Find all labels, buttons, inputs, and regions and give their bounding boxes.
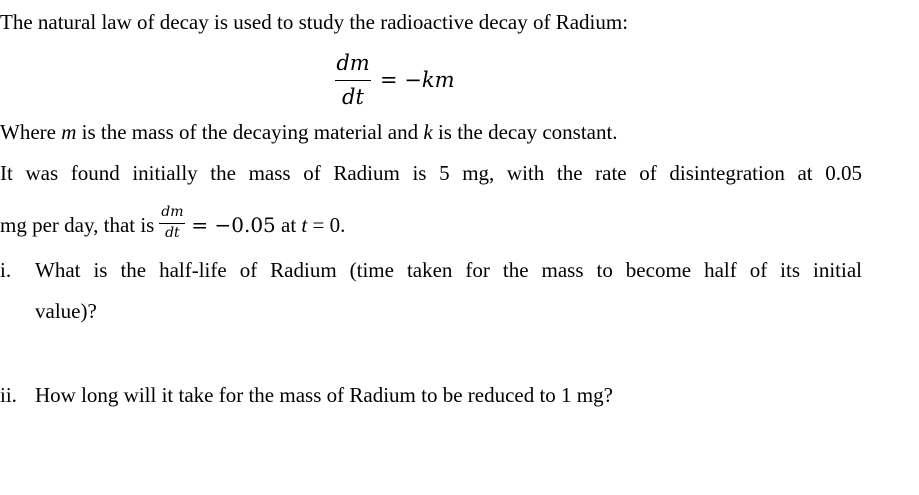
rate-at-text: at (275, 213, 302, 237)
where-text-3: is the decay constant. (432, 120, 618, 144)
question-ii-marker: ii. (0, 383, 17, 407)
variable-k: k (423, 120, 433, 144)
inline-derivative-fraction (157, 204, 187, 242)
rate-paragraph (0, 204, 346, 242)
initial-condition-paragraph: It was found initially the mass of Radium is 5 mg, with the rate of disintegration at 0.05 (0, 161, 862, 185)
rate-condition: = 0. (307, 213, 346, 237)
fraction-denominator: dt (342, 85, 364, 109)
fraction-numerator: dm (336, 51, 370, 75)
derivative-fraction (334, 50, 372, 112)
variable-m: m (61, 120, 77, 144)
rate-text: mg per day, that is (0, 213, 155, 237)
variable-t: t (301, 213, 308, 237)
question-i-line-2: value)? (35, 299, 97, 323)
inline-fraction-bar (159, 223, 185, 224)
intro-paragraph: The natural law of decay is used to study the radioactive decay of Radium: (0, 10, 629, 34)
inline-fraction-numerator: dm (161, 204, 184, 220)
where-text-1: Where (0, 120, 62, 144)
where-text-2: is the mass of the decaying material and (76, 120, 424, 144)
where-paragraph (0, 120, 618, 145)
fraction-bar (335, 80, 371, 81)
question-ii-line-1: How long will it take for the mass of Radium to be reduced to 1 mg? (35, 383, 613, 407)
inline-fraction-denominator: dt (165, 225, 180, 241)
rate-value: = −0.05 (191, 213, 276, 237)
question-i-line-1: What is the half-life of Radium (time taken for the mass to become half of its initial (35, 258, 862, 282)
equation-right-side: = −km (380, 68, 455, 92)
question-i-marker: i. (0, 258, 12, 282)
